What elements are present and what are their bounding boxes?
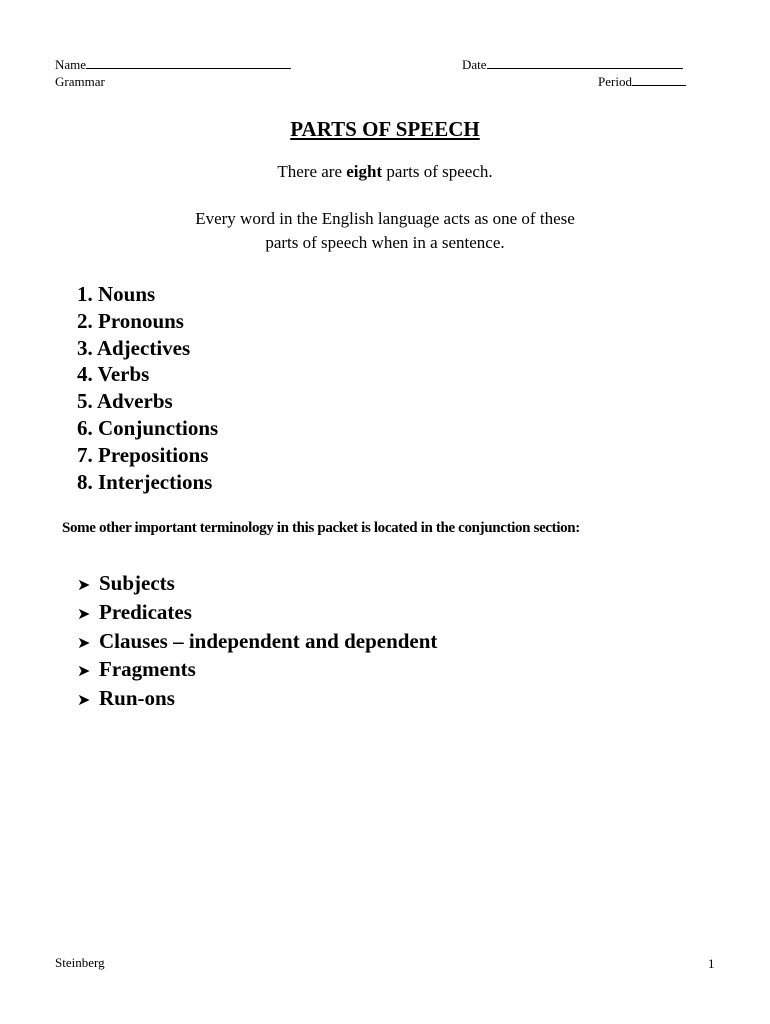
intro-prefix: There are <box>277 162 347 181</box>
date-field <box>462 57 683 73</box>
arrowhead-bullet-icon: ➤ <box>77 575 91 594</box>
arrowhead-bullet-icon: ➤ <box>77 632 91 652</box>
arrowhead-bullet-icon: ➤ <box>77 603 91 623</box>
list-item: 1. Nouns <box>77 282 156 306</box>
name-blank-line <box>86 57 291 69</box>
arrowhead-bullet-icon: ➤ <box>77 661 91 681</box>
list-item: 3. Adjectives <box>77 335 191 360</box>
term-label: Run-ons <box>99 686 175 711</box>
arrowhead-bullet-icon: ➤ <box>77 690 91 710</box>
intro-emphasis: eight <box>346 162 383 181</box>
description-line-2: parts of speech when in a sentence. <box>265 233 505 252</box>
description-line-1: Every word in the English language acts as one of these <box>195 209 575 228</box>
list-item: 2. Pronouns <box>77 308 184 333</box>
term-label: Clauses – independent and dependent <box>99 628 438 653</box>
list-item: 7. Prepositions <box>77 442 209 467</box>
term-label: Predicates <box>99 599 192 624</box>
terminology-list <box>77 570 437 714</box>
date-blank-line <box>487 57 683 69</box>
page-number: 1 <box>708 956 715 971</box>
list-item: 8. Interjections <box>77 469 213 494</box>
list-item <box>77 570 437 599</box>
parts-of-speech-list <box>77 281 218 495</box>
period-field <box>598 74 686 90</box>
list-item: 5. Adverbs <box>77 389 173 414</box>
list-item <box>77 628 437 657</box>
list-item <box>77 685 437 714</box>
term-label: Fragments <box>99 657 196 682</box>
period-label: Period <box>598 74 632 89</box>
name-label: Name <box>55 57 87 72</box>
term-label: Subjects <box>99 571 175 595</box>
name-field <box>55 57 291 73</box>
list-item <box>77 656 437 685</box>
intro-suffix: parts of speech. <box>382 162 493 181</box>
date-label: Date <box>462 57 487 72</box>
list-item <box>77 599 437 628</box>
period-blank-line <box>632 74 686 86</box>
page-title: PARTS OF SPEECH <box>290 117 480 141</box>
terminology-note: Some other important terminology in this packet is located in the conjunction section: <box>62 520 580 536</box>
list-item: 4. Verbs <box>77 362 150 387</box>
list-item: 6. Conjunctions <box>77 415 219 440</box>
subject-label: Grammar <box>55 74 105 89</box>
footer-author: Steinberg <box>55 955 105 970</box>
intro-sentence <box>0 162 770 182</box>
